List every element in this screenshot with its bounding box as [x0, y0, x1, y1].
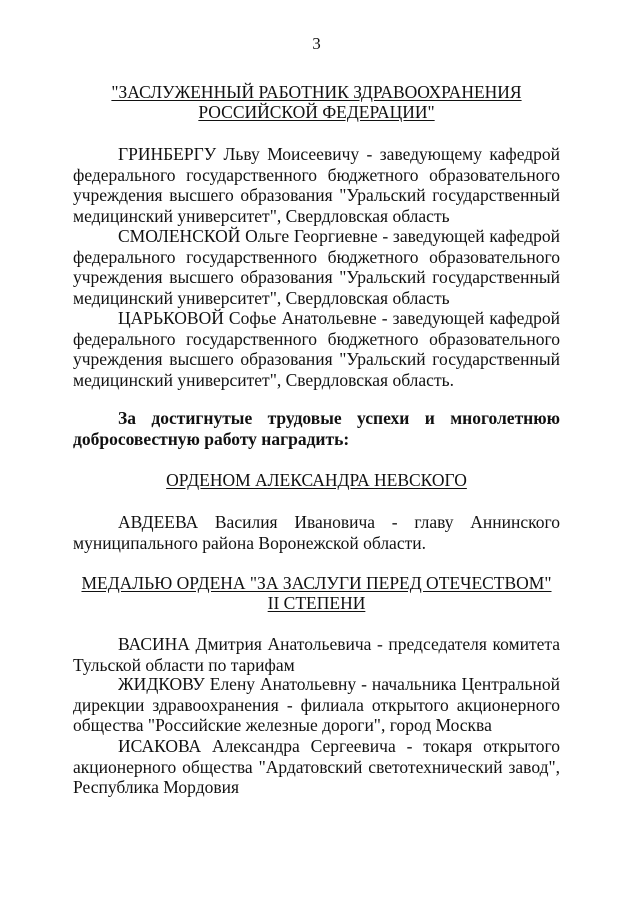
- award-entry: ИСАКОВА Александра Сергеевича - токаря открытого акционерного общества "Ардатовский светотехнический завод", Республика Мордовия: [73, 736, 560, 797]
- section-title-line-1: МЕДАЛЬЮ ОРДЕНА "ЗА ЗАСЛУГИ ПЕРЕД ОТЕЧЕСТВОМ": [81, 573, 552, 593]
- award-entry: ГРИНБЕРГУ Льву Моисеевичу - заведующему кафедрой федерального государственного бюджетного образовательного учреждения высшего образования "Уральский государственный медицинский университет", Свердловская область: [73, 144, 560, 226]
- section-title-line-2: РОССИЙСКОЙ ФЕДЕРАЦИИ": [198, 102, 435, 122]
- section-title-line-2: II СТЕПЕНИ: [267, 593, 366, 613]
- award-entry: АВДЕЕВА Василия Ивановича - главу Аннинского муниципального района Воронежской области.: [73, 512, 560, 553]
- section-title: ОРДЕНОМ АЛЕКСАНДРА НЕВСКОГО: [166, 470, 467, 490]
- section-title-medal-order-merit: [73, 573, 560, 613]
- page-number: 3: [312, 34, 321, 53]
- award-entry: СМОЛЕНСКОЙ Ольге Георгиевне - заведующей кафедрой федерального государственного бюджетного образовательного учреждения высшего образования "Уральский государственный медицинский университет", Свердловская область: [73, 226, 560, 308]
- section-title-line-1: "ЗАСЛУЖЕННЫЙ РАБОТНИК ЗДРАВООХРАНЕНИЯ: [111, 82, 522, 102]
- award-statement: За достигнутые трудовые успехи и многолетнюю добросовестную работу наградить:: [73, 408, 560, 449]
- award-entry: ВАСИНА Дмитрия Анатольевича - председателя комитета Тульской области по тарифам: [73, 634, 560, 675]
- section-title-honored-health-worker: [73, 82, 560, 122]
- section-title-order-alexander-nevsky: [73, 470, 560, 490]
- award-entry: ЖИДКОВУ Елену Анатольевну - начальника Центральной дирекции здравоохранения - филиала открытого акционерного общества "Российские железные дороги", город Москва: [73, 674, 560, 735]
- award-entry: ЦАРЬКОВОЙ Софье Анатольевне - заведующей кафедрой федерального государственного бюджетного образовательного учреждения высшего образования "Уральский государственный медицинский университет", Свердловская область.: [73, 308, 560, 390]
